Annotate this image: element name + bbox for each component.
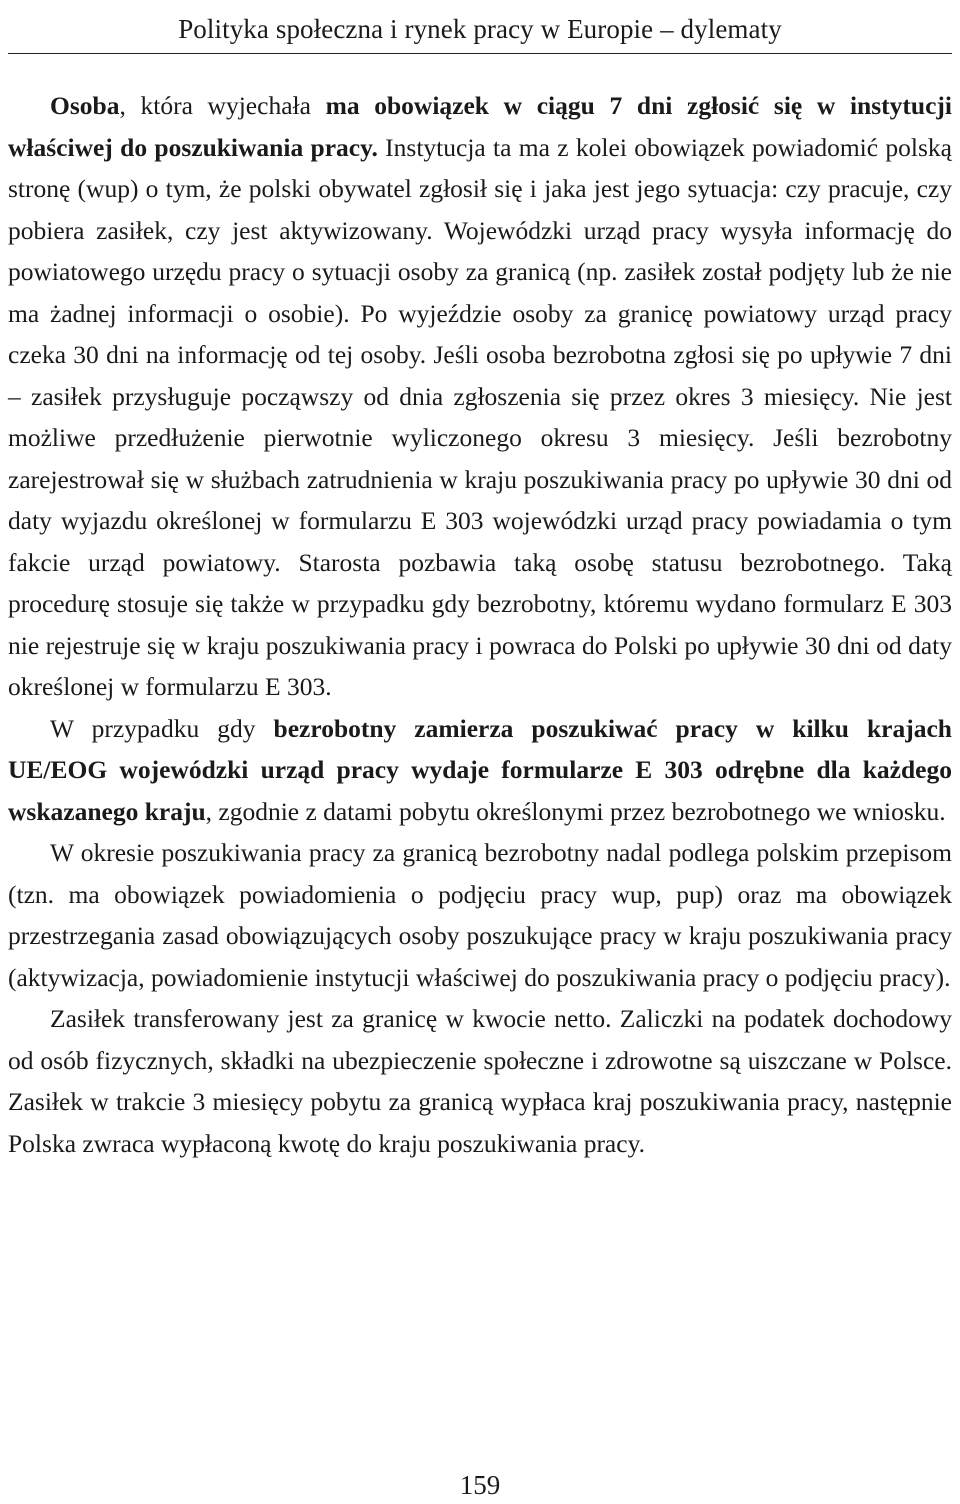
paragraph-3 — [8, 832, 952, 998]
paragraph-1-segment: Instytucja ta ma z kolei obowiązek powiadomić polską stronę (wup) o tym, że polski obywatel zgłosił się i jaka jest jego sytuacja: czy pracuje, czy pobiera zasiłek, czy jest aktywizowany. Wojewódzki urząd pracy wysyła informację do powiatowego urzędu pracy o sytuacji osoby za granicą (np. zasiłek został podjęty lub że nie ma żadnej informacji o osobie). Po wyjeździe osoby za granicę powiatowy urząd pracy czeka 30 dni na informację od tej osoby. Jeśli osoba bezrobotna zgłosi się po upływie 7 dni – zasiłek przysługuje począwszy od dnia zgłoszenia się przez okres 3 miesięcy. Nie jest możliwe przedłużenie pierwotnie wyliczonego okresu 3 miesięcy. Jeśli bezrobotny zarejestrował się w służbach zatrudnienia w kraju poszukiwania pracy po upływie 30 dni od daty wyjazdu określonej w formularzu E 303 wojewódzki urząd pracy powiadamia o tym fakcie urząd powiatowy. Starosta pozbawia taką osobę statusu bezrobotnego. Taką procedurę stosuje się także w przypadku gdy bezrobotny, któremu wydano formularz E 303 nie rejestruje się w kraju poszukiwania pracy i powraca do Polski po upływie 30 dni od daty określonej w formularzu E 303. — [8, 132, 952, 701]
paragraph-2 — [8, 708, 952, 833]
paragraph-1-segment: ma obowiązek w ciągu 7 dni zgłosić się w instytucji właściwej do poszukiwania pracy. — [8, 91, 952, 162]
running-header: Polityka społeczna i rynek pracy w Europie – dylematy — [8, 8, 952, 54]
paragraph-3-segment: W okresie poszukiwania pracy za granicą bezrobotny nadal podlega polskim przepisom (tzn. ma obowiązek powiadomienia o podjęciu pracy wup, pup) oraz ma obowiązek przestrzegania zasad obowiązujących osoby poszukujące pracy w kraju poszukiwania pracy (aktywizacja, powiadomienie instytucji właściwej do poszukiwania pracy o podjęciu pracy). — [8, 838, 952, 992]
paragraph-1-segment: , która wyjechała — [119, 91, 326, 120]
paragraph-4-segment: Zasiłek transferowany jest za granicę w kwocie netto. Zaliczki na podatek dochodowy od osób fizycznych, składki na ubezpieczenie społeczne i zdrowotne są uiszczane w Polsce. Zasiłek w trakcie 3 miesięcy pobytu za granicą wypłaca kraj poszukiwania pracy, następnie Polska zwraca wypłaconą kwotę do kraju poszukiwania pracy. — [8, 1004, 952, 1158]
page-number: 159 — [459, 1470, 501, 1500]
paragraph-2-segment: W przypadku gdy — [50, 713, 274, 743]
paragraph-1 — [8, 85, 952, 708]
body-text — [8, 85, 952, 1164]
paragraph-2-segment: , zgodnie z datami pobytu określonymi przez bezrobotnego we wniosku. — [205, 796, 946, 826]
paragraph-4 — [8, 998, 952, 1164]
paragraph-1-segment: Osoba — [50, 91, 120, 120]
paragraph-2-segment: bezrobotny zamierza poszukiwać pracy w kilku krajach UE/EOG wojewódzki urząd pracy wydaje formularze E 303 odrębne dla każdego wskazanego kraju — [8, 713, 952, 826]
